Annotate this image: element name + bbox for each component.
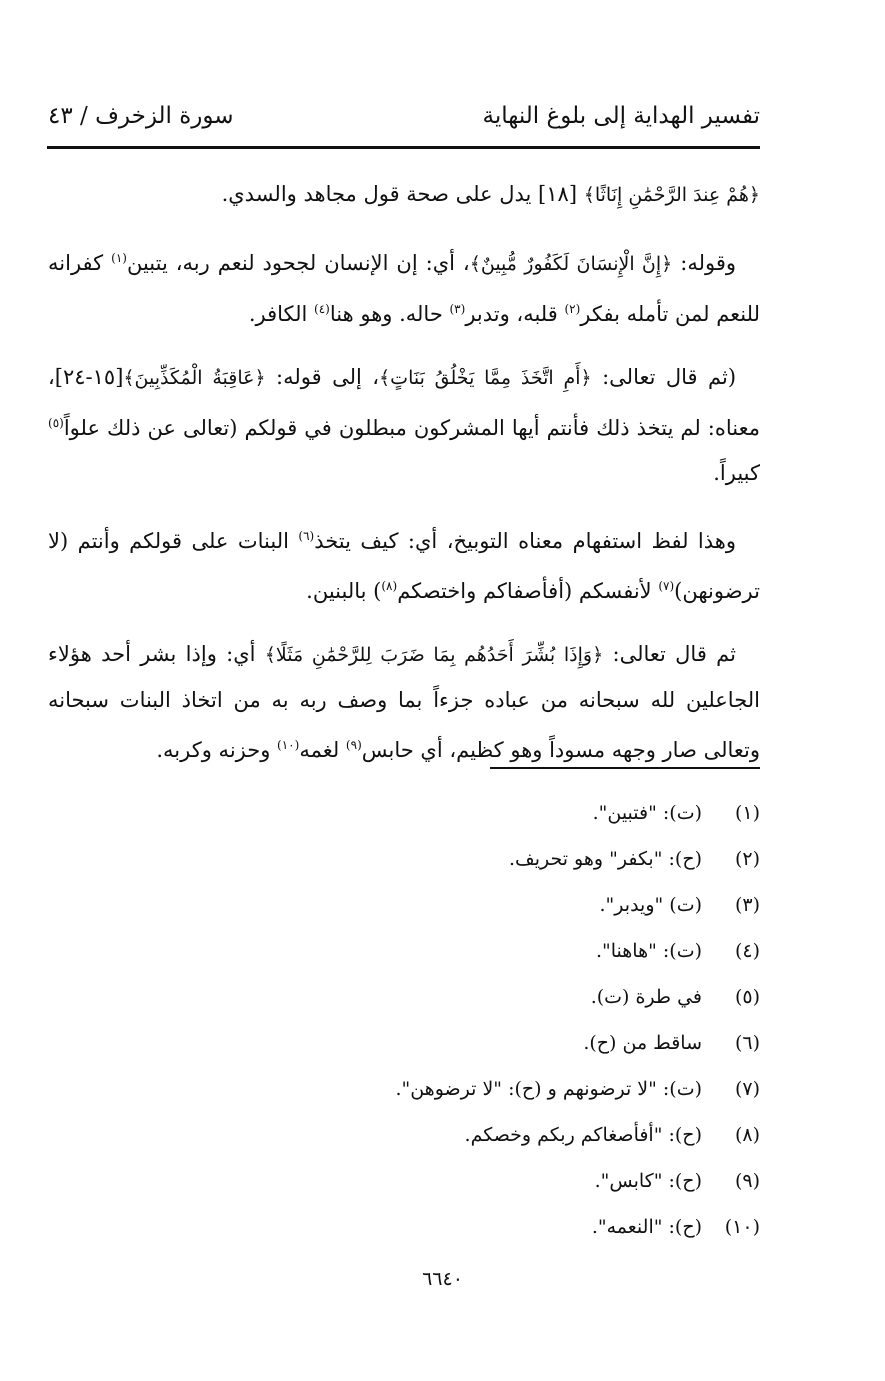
footnote-item (200, 1066, 760, 1112)
footnote-text: (ت) "ويدبر". (599, 894, 702, 916)
footnote-number: (٥) (734, 986, 760, 1008)
footnote-item (200, 928, 760, 974)
footnote-item (200, 1112, 760, 1158)
book-title: تفسير الهداية إلى بلوغ النهاية (482, 103, 760, 129)
footnote-number: (١٠) (724, 1216, 760, 1238)
footnote-text: (ح): "بكفر" وهو تحريف. (508, 848, 702, 870)
paragraph-text: وحزنه وكربه. (156, 738, 278, 762)
footnote-item (200, 790, 760, 836)
footnote-item (200, 974, 760, 1020)
footnote-number: (٣) (734, 894, 760, 916)
paragraph-text: قلبه، وتدبر (465, 302, 565, 326)
paragraph (48, 355, 760, 496)
footnote-ref: (٤) (314, 302, 330, 316)
paragraph-text: [١٥-٢٤]، معناه: لم يتخذ ذلك فأنتم أيها المشركون مبطلون في قولكم (تعالى عن ذلك علواً (48, 365, 760, 440)
footnote-text: (ت): "هاهنا". (595, 940, 702, 962)
footnote-ref: (٢) (564, 302, 581, 316)
paragraph-text: لأنفسكم (أفأصفاكم واختصكم (397, 579, 659, 603)
footnote-ref: (١) (111, 251, 127, 265)
header-divider (47, 146, 760, 149)
paragraph-text: ، أي: إن الإنسان لجحود لنعم ربه، يتبين (126, 251, 470, 275)
footnote-number: (٦) (734, 1032, 760, 1054)
paragraph-text: (ثم قال تعالى: (591, 365, 737, 389)
footnote-ref: (٧) (658, 579, 675, 593)
footnote-text: (ح): "النعمه". (591, 1216, 702, 1238)
paragraph-text: ، إلى قوله: (265, 365, 380, 389)
footnote-text: في طرة (ت). (590, 986, 702, 1008)
footnote-ref: (٨) (381, 579, 398, 593)
footnote-item (200, 836, 760, 882)
footnote-divider (490, 767, 760, 769)
footnote-item (200, 1020, 760, 1066)
footnote-ref: (٣) (449, 302, 466, 316)
footnote-text: ساقط من (ح). (583, 1032, 702, 1054)
page-number: ٦٦٤٠ (422, 1268, 463, 1290)
footnote-number: (٢) (734, 848, 760, 870)
paragraph-text: وقوله: (672, 251, 737, 275)
running-header (48, 96, 760, 136)
paragraph-text: كبيراً. (713, 461, 760, 485)
quran-verse: ﴿هُمْ عِندَ الرَّحْمَٰنِ إِنَاثًا﴾ (583, 184, 760, 206)
paragraph-text: وهذا لفظ استفهام معناه التوبيخ، أي: كيف يتخذ (314, 529, 736, 553)
footnote-item (200, 1158, 760, 1204)
main-text (48, 172, 760, 791)
footnote-number: (٨) (734, 1124, 760, 1146)
footnote-number: (٧) (734, 1078, 760, 1100)
footnote-number: (٤) (734, 940, 760, 962)
footnote-ref: (٦) (298, 529, 315, 543)
paragraph (48, 514, 760, 614)
paragraph (48, 236, 760, 337)
quran-verse: ﴿وَإِذَا بُشِّرَ أَحَدُهُم بِمَا ضَرَبَ لِلرَّحْمَٰنِ مَثَلًا﴾ (264, 644, 604, 666)
footnote-item (200, 882, 760, 928)
quran-verse: ﴿عَاقِبَةُ الْمُكَذِّبِينَ﴾ (123, 367, 266, 389)
footnote-text: (ح): "أفأصغاكم ربكم وخصكم. (464, 1124, 702, 1146)
footnote-text: (ح): "كابس". (594, 1170, 702, 1192)
footnote-ref: (٥) (48, 416, 64, 430)
footnote-number: (١) (734, 802, 760, 824)
quran-verse: ﴿إِنَّ الْإِنسَانَ لَكَفُورٌ مُّبِينٌ﴾ (469, 253, 673, 275)
surah-page-label: سورة الزخرف / ٤٣ (48, 103, 234, 129)
paragraph-text: ثم قال تعالى: (603, 642, 736, 666)
paragraph-text: لغمه (299, 738, 346, 762)
paragraph-text: ) بالبنين. (306, 579, 382, 603)
quran-verse: ﴿أَمِ اتَّخَذَ مِمَّا يَخْلُقُ بَنَاتٍ﴾ (379, 367, 592, 389)
paragraph-text: الكافر. (248, 302, 315, 326)
paragraph-text: أي: وإذا بشر أحد هؤلاء الجاعلين لله سبحانه من عباده جزءاً بما وصف ربه به من اتخاذ البنات سبحانه وتعالى صار وجهه مسوداً وهو كظيم، أي حابس (48, 642, 760, 762)
paragraph-text: كفرانه للنعم لمن تأمله بفكر (48, 251, 760, 326)
paragraph-text: [١٨] يدل على صحة قول مجاهد والسدي. (221, 182, 578, 206)
paragraph (48, 632, 760, 773)
paragraph-text: حاله. وهو هنا (329, 302, 450, 326)
paragraph-text: البنات على قولكم وأنتم (لا ترضونهن) (48, 529, 760, 603)
footnote-text: (ت): "لا ترضونهم و (ح): "لا ترضوهن". (395, 1078, 702, 1100)
footnote-item (200, 1204, 760, 1250)
footnote-ref: (١٠) (277, 738, 300, 752)
footnotes-list (200, 790, 760, 1250)
paragraph (48, 172, 760, 218)
footnote-ref: (٩) (345, 738, 362, 752)
footnote-text: (ت): "فتبين". (592, 802, 702, 824)
footnote-number: (٩) (734, 1170, 760, 1192)
